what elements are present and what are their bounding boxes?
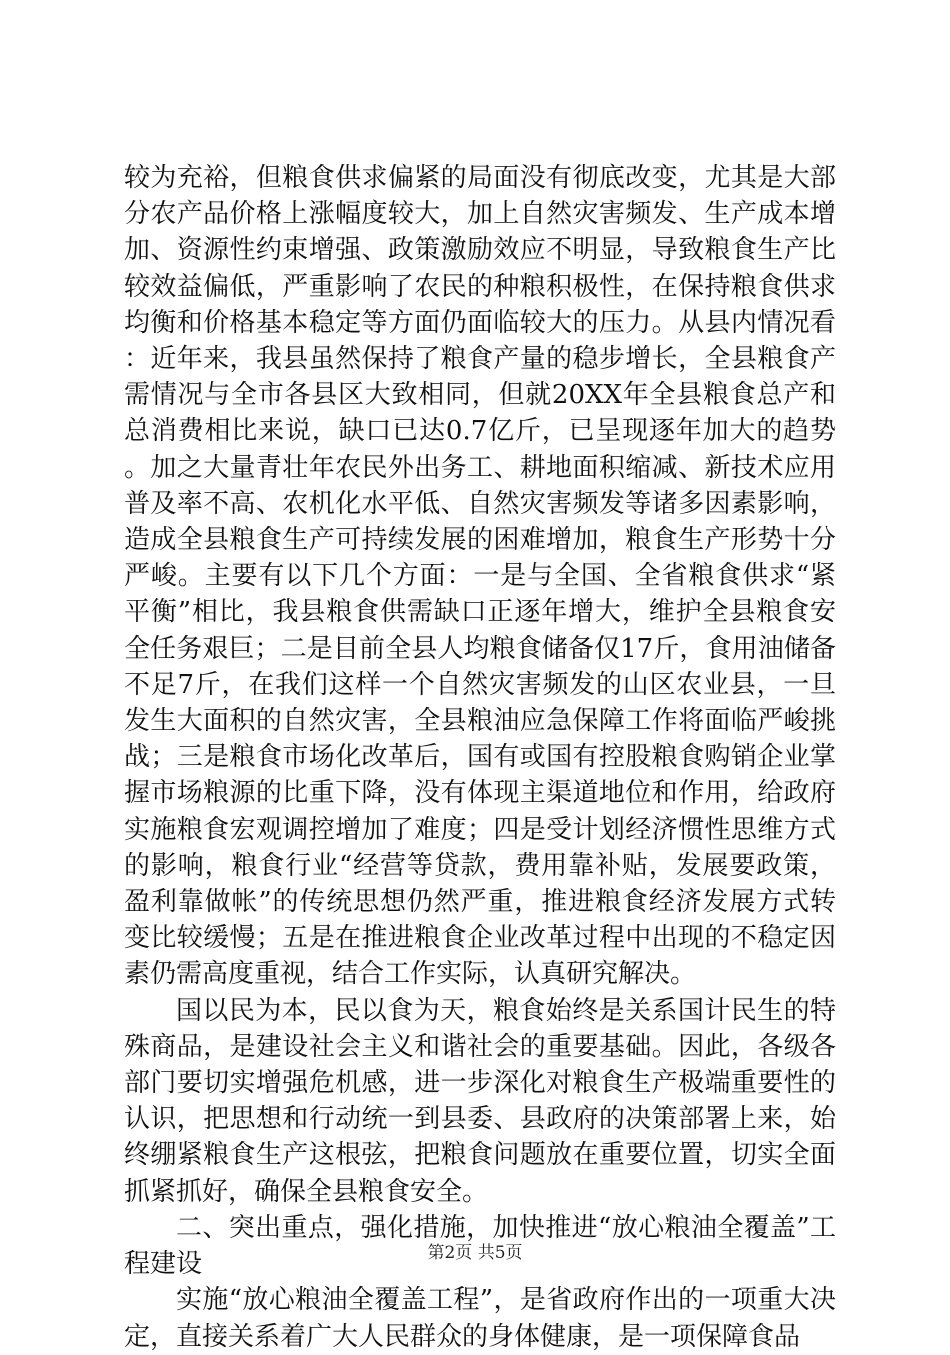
body-paragraph-2: 国以民为本，民以食为天，粮食始终是关系国计民生的特殊商品，是建设社会主义和谐社会的重要基础。因此，各级各部门要切实增强危机感，进一步深化对粮食生产极端重要性的认识，把思想和行动统一到县委、县政府的决策部署上来，始终绷紧粮食生产这根弦，把粮食问题放在重要位置，切实全面抓紧抓好，确保全县粮食安全。: [124, 995, 836, 1207]
body-paragraph-3: 实施“放心粮油全覆盖工程”，是省政府作出的一项重大决定，直接关系着广大人民群众的身体健康，是一项保障食品: [124, 1285, 836, 1352]
body-paragraph-1: 较为充裕，但粮食供求偏紧的局面没有彻底改变，尤其是大部分农产品价格上涨幅度较大，加上自然灾害频发、生产成本增加、资源性约束增强、政策激励效应不明显，导致粮食生产比较效益偏低，严重影响了农民的种粮积极性，在保持粮食供求均衡和价格基本稳定等方面仍面临较大的压力。从县内情况看：近年来，我县虽然保持了粮食产量的稳步增长，全县粮食产需情况与全市各县区大致相同，但就20XX年全县粮食总产和总消费相比来说，缺口已达0.7亿斤，已呈现逐年加大的趋势。加之大量青壮年农民外出务工、耕地面积缩减、新技术应用普及率不高、农机化水平低、自然灾害频发等诸多因素影响，造成全县粮食生产可持续发展的困难增加，粮食生产形势十分严峻。主要有以下几个方面：一是与全国、全省粮食供求“紧平衡”相比，我县粮食供需缺口正逐年增大，维护全县粮食安全任务艰巨；二是目前全县人均粮食储备仅17斤，食用油储备不足7斤，在我们这样一个自然灾害频发的山区农业县，一旦发生大面积的自然灾害，全县粮油应急保障工作将面临严峻挑战；三是粮食市场化改革后，国有或国有控股粮食购销企业掌握市场粮源的比重下降，没有体现主渠道地位和作用，给政府实施粮食宏观调控增加了难度；四是受计划经济惯性思维方式的影响，粮食行业“经营等贷款，费用靠补贴，发展要政策，盈利靠做帐”的传统思想仍然严重，推进粮食经济发展方式转变比较缓慢；五是在推进粮食企业改革过程中出现的不稳定因素仍需高度重视，结合工作实际，认真研究解决。: [124, 163, 836, 990]
section-heading-2: 二、突出重点，强化措施，加快推进“放心粮油全覆盖”工程建设: [124, 1212, 836, 1280]
page-number-footer: 第2页 共5页: [427, 1243, 523, 1263]
document-body: [124, 160, 836, 1355]
